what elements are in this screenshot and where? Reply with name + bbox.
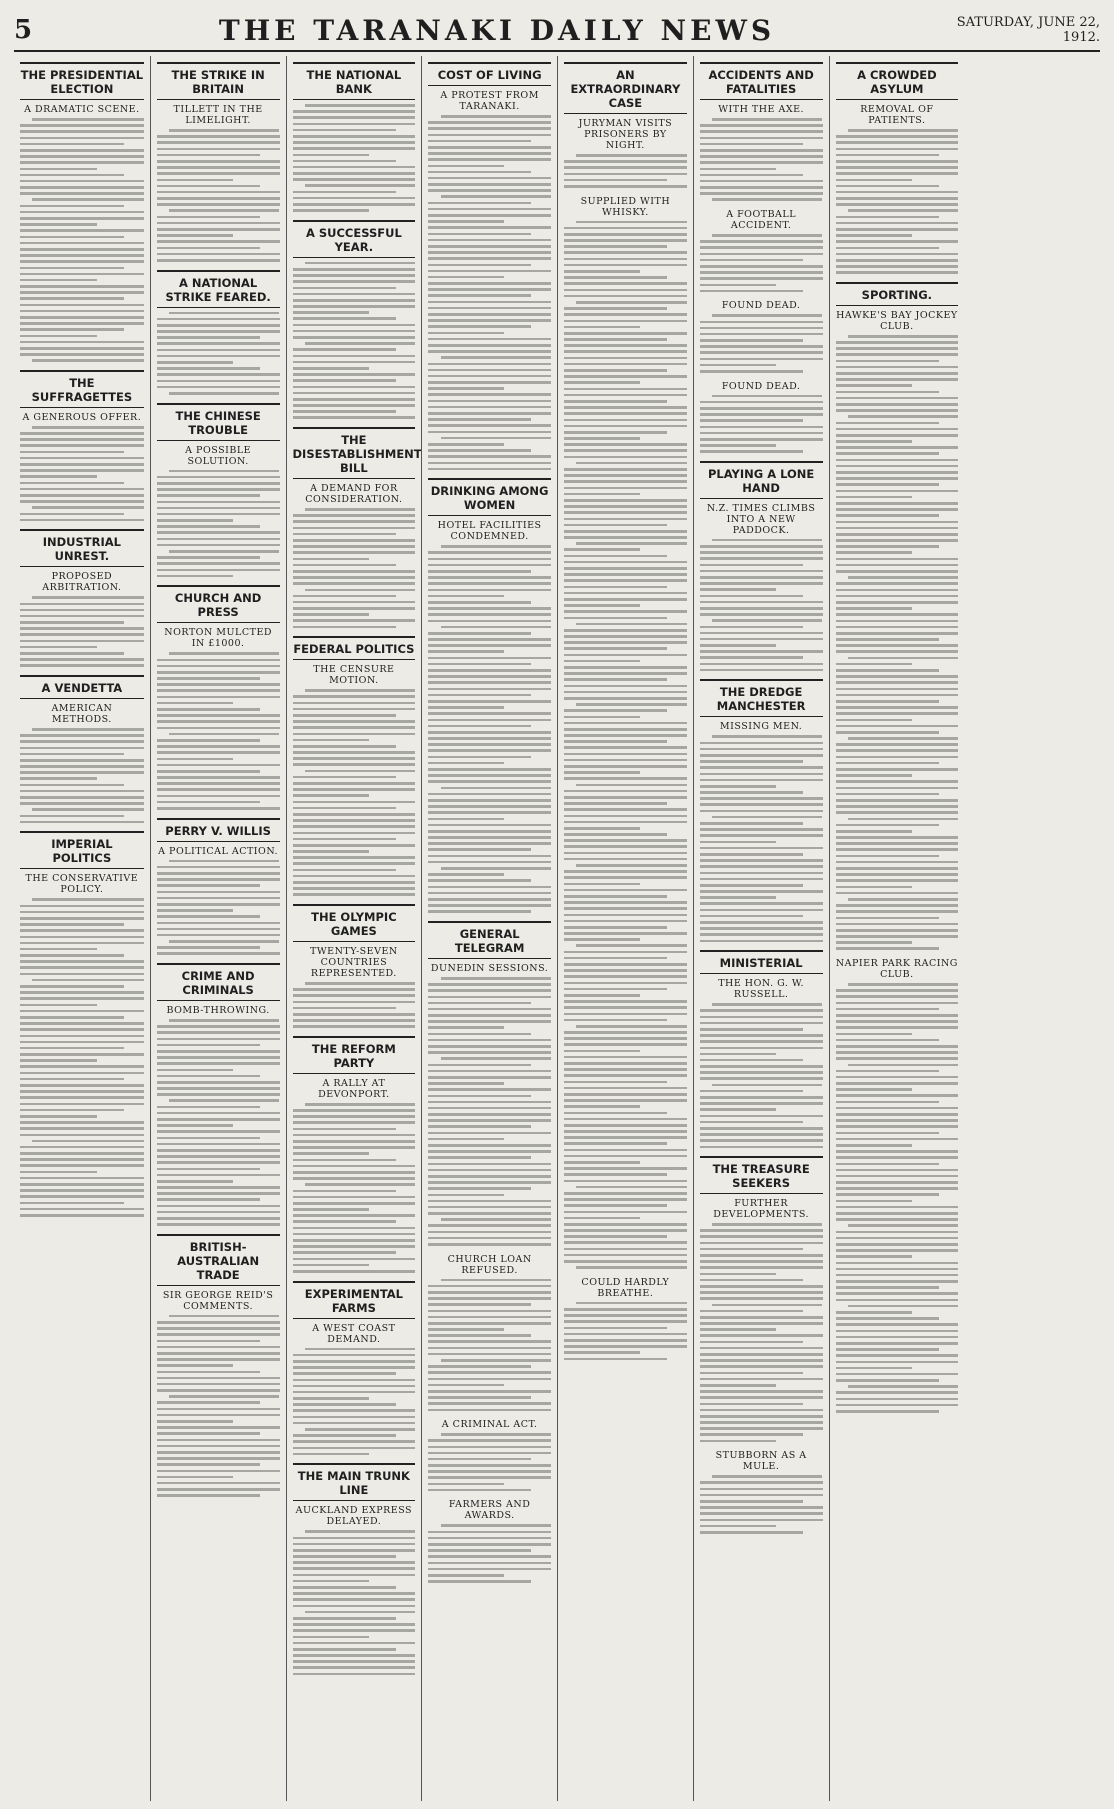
article-body (700, 234, 823, 292)
article-body (700, 314, 823, 372)
article-headline: ACCIDENTS AND FATALITIES (700, 62, 823, 100)
article-subheading: FOUND DEAD. (721, 300, 801, 312)
article-body (428, 977, 551, 1246)
article (157, 963, 280, 1226)
article-headline: THE NATIONAL BANK (293, 62, 416, 100)
article-headline: EXPERIMENTAL FARMS (293, 1281, 416, 1319)
article-headline: FEDERAL POLITICS (293, 636, 416, 660)
news-column (693, 56, 829, 1801)
article (293, 220, 416, 419)
article-subheading: HAWKE'S BAY JOCKEY CLUB. (836, 309, 958, 332)
article (564, 1277, 687, 1360)
issue-date: SATURDAY, JUNE 22, 1912. (956, 15, 1100, 45)
article-subheading: THE HON. G. W. RUSSELL. (718, 978, 805, 1001)
news-columns (14, 56, 1100, 1801)
article-body (293, 104, 416, 212)
article (157, 818, 280, 955)
article-body (157, 470, 280, 578)
article-body (428, 1279, 551, 1412)
article-body (700, 735, 823, 942)
article-headline: PERRY V. WILLIS (157, 818, 280, 842)
article-headline: THE OLYMPIC GAMES (293, 904, 416, 942)
article-body (157, 860, 280, 955)
article-subheading: HOTEL FACILITIES CONDEMNED. (437, 520, 542, 543)
article (836, 282, 959, 950)
article-body (836, 129, 959, 274)
article-subheading: A GENEROUS OFFER. (22, 411, 142, 423)
article-subheading: CHURCH LOAN REFUSED. (447, 1253, 532, 1276)
article-subheading: DUNEDIN SESSIONS. (430, 962, 549, 974)
article-headline: SPORTING. (836, 282, 959, 306)
article-headline: THE DISESTABLISHMENT BILL (293, 427, 416, 479)
article-subheading: A DEMAND FOR CONSIDERATION. (305, 483, 403, 506)
article (157, 585, 280, 809)
article-headline: MINISTERIAL (700, 950, 823, 974)
article (20, 370, 144, 521)
article-subheading: A WEST COAST DEMAND. (312, 1322, 396, 1345)
article-body (20, 596, 144, 667)
article-headline: CRIME AND CRIMINALS (157, 963, 280, 1001)
article-subheading: AMERICAN METHODS. (51, 702, 113, 725)
article-body (836, 335, 959, 950)
article-subheading: TWENTY-SEVEN COUNTRIES REPRESENTED. (310, 946, 398, 979)
article-subheading: A CRIMINAL ACT. (441, 1419, 538, 1431)
article-subheading: NORTON MULCTED IN £1000. (164, 627, 272, 650)
article-body (157, 1019, 280, 1226)
news-column (829, 56, 965, 1801)
article-body (836, 983, 959, 1413)
article-headline: A NATIONAL STRIKE FEARED. (157, 270, 280, 308)
article-headline: A VENDETTA (20, 675, 144, 699)
article-subheading: THE CONSERVATIVE POLICY. (25, 873, 139, 896)
article-body (700, 1003, 823, 1148)
article (428, 1254, 551, 1412)
article-subheading: AUCKLAND EXPRESS DELAYED. (295, 1505, 413, 1528)
article (700, 1450, 823, 1533)
article (157, 62, 280, 262)
news-column (421, 56, 557, 1801)
article-subheading: MISSING MEN. (719, 721, 803, 733)
masthead (14, 10, 1100, 52)
article-headline: A CROWDED ASYLUM (836, 62, 959, 100)
article (836, 62, 959, 274)
article-subheading: FURTHER DEVELOPMENTS. (713, 1198, 810, 1221)
article (293, 1281, 416, 1456)
article-body (428, 115, 551, 470)
article-body (564, 154, 687, 188)
newspaper-title: THE TARANAKI DAILY NEWS (218, 13, 776, 47)
article-subheading: A FOOTBALL ACCIDENT. (726, 209, 797, 232)
article-body (157, 129, 280, 262)
article-subheading: SIR GEORGE REID'S COMMENTS. (162, 1289, 274, 1312)
news-column (557, 56, 693, 1801)
article (428, 921, 551, 1246)
article-body (428, 545, 551, 913)
article-body (700, 118, 823, 201)
article-subheading: WITH THE AXE. (718, 104, 805, 115)
article-subheading: N.Z. TIMES CLIMBS INTO A NEW PADDOCK. (706, 502, 816, 536)
article-headline: THE CHINESE TROUBLE (157, 403, 280, 441)
article (20, 831, 144, 1216)
article-subheading: A PROTEST FROM TARANAKI. (440, 90, 539, 112)
article-subheading: THE CENSURE MOTION. (313, 664, 395, 687)
article-headline: A SUCCESSFUL YEAR. (293, 220, 416, 258)
article-headline: THE STRIKE IN BRITAIN (157, 62, 280, 100)
article-subheading: FARMERS AND AWARDS. (448, 1499, 531, 1522)
article-body (20, 426, 144, 521)
article (157, 270, 280, 395)
article (700, 209, 823, 292)
article (564, 62, 687, 188)
article (700, 62, 823, 201)
article (157, 1234, 280, 1497)
article-subheading: SUPPLIED WITH WHISKY. (580, 195, 671, 218)
article (20, 675, 144, 823)
article-headline: THE PRESIDENTIAL ELECTION (20, 62, 144, 100)
article-subheading: A RALLY AT DEVONPORT. (318, 1077, 390, 1100)
article-body (700, 395, 823, 453)
article (700, 300, 823, 372)
article-headline: DRINKING AMONG WOMEN (428, 478, 551, 516)
article (700, 381, 823, 453)
article-body (700, 1223, 823, 1442)
article-headline: COST OF LIVING (428, 62, 551, 86)
article-headline: PLAYING A LONE HAND (700, 461, 823, 499)
article-body (293, 1530, 416, 1675)
article-body (157, 1315, 280, 1497)
article-body (157, 652, 280, 809)
article-headline: THE TREASURE SEEKERS (700, 1156, 823, 1194)
article-subheading: JURYMAN VISITS PRISONERS BY NIGHT. (578, 118, 673, 151)
article-body (700, 539, 823, 672)
article (293, 904, 416, 1028)
article-headline: THE MAIN TRUNK LINE (293, 1463, 416, 1501)
article-body (293, 1348, 416, 1456)
article (293, 62, 416, 212)
article (428, 1419, 551, 1491)
article-subheading: NAPIER PARK RACING CLUB. (835, 958, 958, 981)
article-headline: THE SUFFRAGETTES (20, 370, 144, 408)
article-headline: BRITISH-AUSTRALIAN TRADE (157, 1234, 280, 1286)
article (293, 1036, 416, 1273)
article-subheading: PROPOSED ARBITRATION. (42, 571, 122, 594)
article-body (20, 728, 144, 823)
article-subheading: FOUND DEAD. (721, 380, 801, 392)
article-subheading: A DRAMATIC SCENE. (24, 104, 140, 115)
article-body (20, 118, 144, 362)
article-headline: THE DREDGE MANCHESTER (700, 679, 823, 717)
news-column (14, 56, 150, 1801)
article-body (293, 689, 416, 896)
article (836, 958, 959, 1413)
article-body (293, 262, 416, 419)
article (20, 62, 144, 362)
article-subheading: TILLETT IN THE LIMELIGHT. (173, 104, 263, 126)
article-subheading: BOMB-THROWING. (166, 1005, 270, 1017)
article-body (700, 1475, 823, 1533)
article-subheading: REMOVAL OF PATIENTS. (860, 104, 934, 126)
article (428, 62, 551, 470)
article-body (20, 898, 144, 1216)
article (428, 1499, 551, 1582)
article-headline: THE REFORM PARTY (293, 1036, 416, 1074)
article-headline: IMPERIAL POLITICS (20, 831, 144, 869)
article-subheading: COULD HARDLY BREATHE. (581, 1276, 670, 1299)
article-headline: INDUSTRIAL UNREST. (20, 529, 144, 567)
article-body (293, 508, 416, 628)
article (700, 461, 823, 672)
article (428, 478, 551, 913)
article (700, 679, 823, 942)
news-column (150, 56, 286, 1801)
article (292, 427, 422, 628)
article (293, 636, 416, 896)
article (564, 196, 687, 1269)
article-body (564, 221, 687, 1269)
article-body (428, 1433, 551, 1491)
article-headline: CHURCH AND PRESS (157, 585, 280, 623)
article (20, 529, 144, 667)
article-body (564, 1302, 687, 1360)
article (700, 950, 823, 1148)
page-number: 5 (14, 15, 33, 45)
article (293, 1463, 416, 1675)
article (700, 1156, 823, 1442)
article (157, 403, 280, 578)
article-body (428, 1524, 551, 1582)
article-subheading: STUBBORN AS A MULE. (715, 1450, 807, 1473)
article-headline: GENERAL TELEGRAM (428, 921, 551, 959)
article-body (293, 982, 416, 1028)
article-headline: AN EXTRAORDINARY CASE (564, 62, 687, 114)
article-subheading: A POLITICAL ACTION. (158, 845, 279, 857)
news-column (286, 56, 422, 1801)
article-subheading: A POSSIBLE SOLUTION. (185, 444, 252, 467)
article-body (157, 312, 280, 395)
article-body (293, 1103, 416, 1273)
